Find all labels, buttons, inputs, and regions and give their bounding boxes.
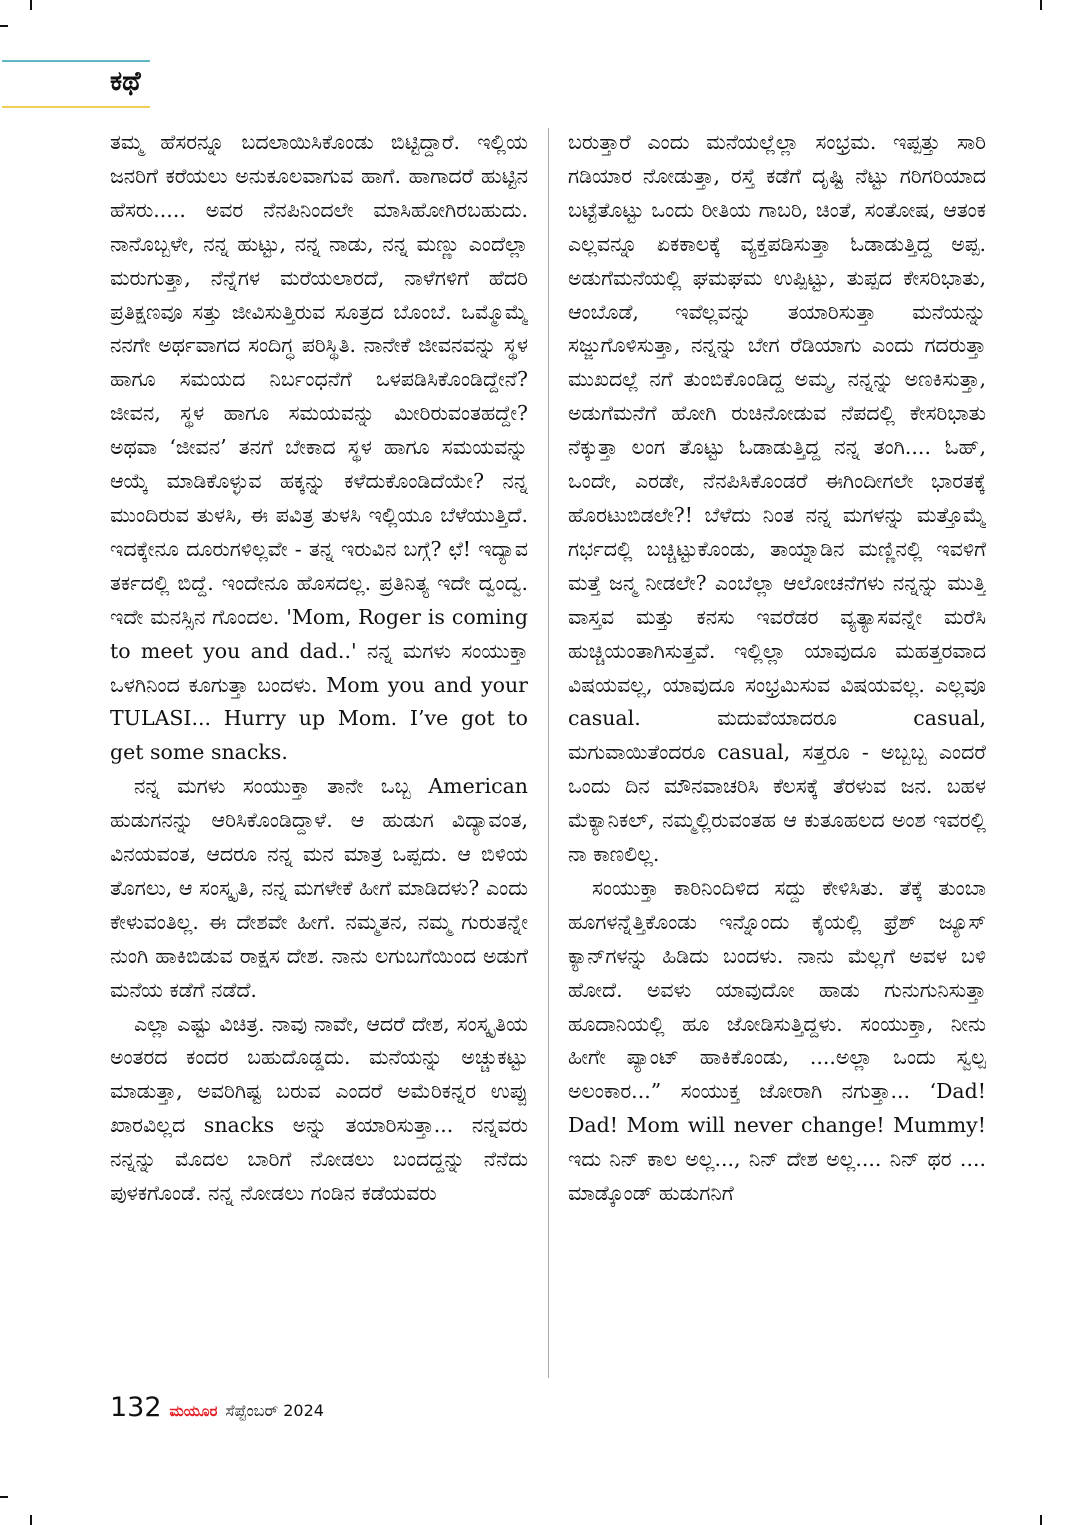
crop-mark-top-left-side bbox=[0, 25, 8, 27]
issue-date: ಸೆಪ್ಟೆಂಬರ್ 2024 bbox=[225, 1401, 324, 1420]
header-rule-bottom bbox=[2, 106, 150, 108]
crop-mark-top-right bbox=[1040, 0, 1042, 10]
magazine-logo: ಮಯೂರ bbox=[169, 1402, 218, 1420]
crop-mark-bottom-left-side bbox=[0, 1496, 8, 1498]
paragraph: ಎಲ್ಲಾ ಎಷ್ಟು ವಿಚಿತ್ರ. ನಾವು ನಾವೇ, ಆದರೆ ದೇಶ, ಸಂಸ್ಕೃತಿಯ ಅಂತರದ ಕಂದರ ಬಹುದೊಡ್ಡದು. ಮನೆಯನ್ನು ಅಚ್ಚುಕಟ್ಟು ಮಾಡುತ್ತಾ, ಅವರಿಗಿಷ್ಟ ಬರುವ ಎಂದರೆ ಅಮೆರಿಕನ್ನರ ಉಪ್ಪು ಖಾರವಿಲ್ಲದ snacks ಅನ್ನು ತಯಾರಿಸುತ್ತಾ... ನನ್ನವರು ನನ್ನನ್ನು ಮೊದಲ ಬಾರಿಗೆ ನೋಡಲು ಬಂದದ್ದನ್ನು ನೆನೆದು ಪುಳಕಗೊಂಡೆ. ನನ್ನ ನೋಡಲು ಗಂಡಿನ ಕಡೆಯವರು bbox=[110, 1011, 528, 1206]
header-rule-top bbox=[2, 60, 150, 62]
right-column bbox=[568, 126, 986, 1386]
crop-mark-top-left bbox=[30, 0, 32, 10]
page-footer bbox=[110, 1392, 324, 1426]
paragraph: ಸಂಯುಕ್ತಾ ಕಾರಿನಿಂದಿಳಿದ ಸದ್ದು ಕೇಳಿಸಿತು. ತೆಕ್ಕೆ ತುಂಬಾ ಹೂಗಳನ್ನೆತ್ತಿಕೊಂಡು ಇನ್ನೊಂದು ಕೈಯಲ್ಲಿ ಫ್ರೆಶ್ ಜ್ಯೂಸ್ ಕ್ಯಾನ್‌ಗಳನ್ನು ಹಿಡಿದು ಬಂದಳು. ನಾನು ಮೆಲ್ಲಗೆ ಅವಳ ಬಳಿ ಹೋದೆ. ಅವಳು ಯಾವುದೋ ಹಾಡು ಗುನುಗುನಿಸುತ್ತಾ ಹೂದಾನಿಯಲ್ಲಿ ಹೂ ಜೋಡಿಸುತ್ತಿದ್ದಳು. ಸಂಯುಕ್ತಾ, ನೀನು ಹೀಗೇ ಪ್ಯಾಂಟ್ ಹಾಕಿಕೊಂಡು, ....ಅಲ್ಲಾ ಒಂದು ಸ್ವಲ್ಪ ಅಲಂಕಾರ...” ಸಂಯುಕ್ತ ಜೋರಾಗಿ ನಗುತ್ತಾ... ‘Dad! Dad! Mom will never change! Mummy!ಇದು ನಿನ್ ಕಾಲ ಅಲ್ಲ..., ನಿನ್ ದೇಶ ಅಲ್ಲ.... ನಿನ್ ಥರ .... ಮಾಡ್ಕೊಂಡ್ ಹುಡುಗನಿಗೆ bbox=[568, 875, 986, 1206]
left-column bbox=[110, 126, 528, 1386]
paragraph: ನನ್ನ ಮಗಳು ಸಂಯುಕ್ತಾ ತಾನೇ ಒಬ್ಬ American ಹುಡುಗನನ್ನು ಆರಿಸಿಕೊಂಡಿದ್ದಾಳೆ. ಆ ಹುಡುಗ ವಿದ್ಯಾವಂತ, ವಿನಯವಂತ, ಆದರೂ ನನ್ನ ಮನ ಮಾತ್ರ ಒಪ್ಪದು. ಆ ಬಿಳಿಯ ತೊಗಲು, ಆ ಸಂಸ್ಕೃತಿ, ನನ್ನ ಮಗಳೇಕೆ ಹೀಗೆ ಮಾಡಿದಳು? ಎಂದು ಕೇಳುವಂತಿಲ್ಲ. ಈ ದೇಶವೇ ಹೀಗೆ. ನಮ್ಮತನ, ನಮ್ಮ ಗುರುತನ್ನೇ ನುಂಗಿ ಹಾಕಿಬಿಡುವ ರಾಕ್ಷಸ ದೇಶ. ನಾನು ಲಗುಬಗೆಯಿಂದ ಅಡುಗೆ ಮನೆಯ ಕಡೆಗೆ ನಡೆದೆ. bbox=[110, 774, 528, 1002]
paragraph: ಬರುತ್ತಾರೆ ಎಂದು ಮನೆಯಲ್ಲೆಲ್ಲಾ ಸಂಭ್ರಮ. ಇಪ್ಪತ್ತು ಸಾರಿ ಗಡಿಯಾರ ನೋಡುತ್ತಾ, ರಸ್ತೆ ಕಡೆಗೆ ದೃಷ್ಟಿ ನೆಟ್ಟು ಗರಿಗರಿಯಾದ ಬಟ್ಟೆತೊಟ್ಟು ಒಂದು ರೀತಿಯ ಗಾಬರಿ, ಚಿಂತೆ, ಸಂತೋಷ, ಆತಂಕ ಎಲ್ಲವನ್ನೂ ಏಕಕಾಲಕ್ಕೆ ವ್ಯಕ್ತಪಡಿಸುತ್ತಾ ಓಡಾಡುತ್ತಿದ್ದ ಅಪ್ಪ. ಅಡುಗೆಮನೆಯಲ್ಲಿ ಘಮಘಮ ಉಪ್ಪಿಟ್ಟು, ತುಪ್ಪದ ಕೇಸರಿಭಾತು, ಆಂಬೊಡೆ, ಇವೆಲ್ಲವನ್ನು ತಯಾರಿಸುತ್ತಾ ಮನೆಯನ್ನು ಸಜ್ಜುಗೊಳಿಸುತ್ತಾ, ನನ್ನನ್ನು ಬೇಗ ರೆಡಿಯಾಗು ಎಂದು ಗದರುತ್ತಾ ಮುಖದಲ್ಲೆ ನಗೆ ತುಂಬಿಕೊಂಡಿದ್ದ ಅಮ್ಮ, ನನ್ನನ್ನು ಅಣಕಿಸುತ್ತಾ, ಅಡುಗೆಮನೆಗೆ ಹೋಗಿ ರುಚಿನೋಡುವ ನೆಪದಲ್ಲಿ ಕೇಸರಿಭಾತು ನೆಕ್ಕುತ್ತಾ ಲಂಗ ತೊಟ್ಟು ಓಡಾಡುತ್ತಿದ್ದ ನನ್ನ ತಂಗಿ.... ಓಹ್, ಒಂದೇ, ಎರಡೇ, ನೆನಪಿಸಿಕೊಂಡರೆ ಈಗಿಂದೀಗಲೇ ಭಾರತಕ್ಕೆ ಹೊರಟುಬಿಡಲೇ?! ಬೆಳೆದು ನಿಂತ ನನ್ನ ಮಗಳನ್ನು ಮತ್ತೊಮ್ಮೆ ಗರ್ಭದಲ್ಲಿ ಬಚ್ಚಿಟ್ಟುಕೊಂಡು, ತಾಯ್ನಾಡಿನ ಮಣ್ಣಿನಲ್ಲಿ ಇವಳಿಗೆ ಮತ್ತೆ ಜನ್ಮ ನೀಡಲೇ? ಎಂಬೆಲ್ಲಾ ಆಲೋಚನೆಗಳು ನನ್ನನ್ನು ಮುತ್ತಿ ವಾಸ್ತವ ಮತ್ತು ಕನಸು ಇವರೆಡರ ವ್ಯತ್ಯಾಸವನ್ನೇ ಮರೆಸಿ ಹುಚ್ಚಿಯಂತಾಗಿಸುತ್ತವೆ. ಇಲ್ಲಿಲ್ಲಾ ಯಾವುದೂ ಮಹತ್ತರವಾದ ವಿಷಯವಲ್ಲ, ಯಾವುದೂ ಸಂಭ್ರಮಿಸುವ ವಿಷಯವಲ್ಲ. ಎಲ್ಲವೂ casual. ಮದುವೆಯಾದರೂ casual, ಮಗುವಾಯಿತೆಂದರೂ casual, ಸತ್ತರೂ - ಅಬ್ಬಬ್ಬ ಎಂದರೆ ಒಂದು ದಿನ ಮೌನವಾಚರಿಸಿ ಕೆಲಸಕ್ಕೆ ತೆರಳುವ ಜನ. ಬಹಳ ಮೆಕ್ಯಾನಿಕಲ್, ನಮ್ಮಲ್ಲಿರುವಂತಹ ಆ ಕುತೂಹಲದ ಅಂಶ ಇವರಲ್ಲಿ ನಾ ಕಾಣಲಿಲ್ಲ. bbox=[568, 130, 986, 867]
section-label: ಕಥೆ bbox=[110, 66, 141, 97]
crop-mark-bottom-left bbox=[30, 1515, 32, 1525]
paragraph: ತಮ್ಮ ಹೆಸರನ್ನೂ ಬದಲಾಯಿಸಿಕೊಂಡು ಬಿಟ್ಟಿದ್ದಾರೆ. ಇಲ್ಲಿಯ ಜನರಿಗೆ ಕರೆಯಲು ಅನುಕೂಲವಾಗುವ ಹಾಗೆ. ಹಾಗಾದರೆ ಹುಟ್ಟಿನ ಹೆಸರು..... ಅವರ ನೆನಪಿನಿಂದಲೇ ಮಾಸಿಹೋಗಿರಬಹುದು. ನಾನೊಬ್ಬಳೇ, ನನ್ನ ಹುಟ್ಟು, ನನ್ನ ನಾಡು, ನನ್ನ ಮಣ್ಣು ಎಂದೆಲ್ಲಾ ಮರುಗುತ್ತಾ, ನೆನ್ನೆಗಳ ಮರೆಯಲಾರದೆ, ನಾಳೆಗಳಿಗೆ ಹೆದರಿ ಪ್ರತಿಕ್ಷಣವೂ ಸತ್ತು ಜೀವಿಸುತ್ತಿರುವ ಸೂತ್ರದ ಬೊಂಬೆ. ಒಮ್ಮೊಮ್ಮೆ ನನಗೇ ಅರ್ಥವಾಗದ ಸಂದಿಗ್ಧ ಪರಿಸ್ಥಿತಿ. ನಾನೇಕೆ ಜೀವನವನ್ನು ಸ್ಥಳ ಹಾಗೂ ಸಮಯದ ನಿರ್ಬಂಧನೆಗೆ ಒಳಪಡಿಸಿಕೊಂಡಿದ್ದೇನೆ? ಜೀವನ, ಸ್ಥಳ ಹಾಗೂ ಸಮಯವನ್ನು ಮೀರಿರುವಂತಹದ್ದೇ? ಅಥವಾ ‘ಜೀವನ’ ತನಗೆ ಬೇಕಾದ ಸ್ಥಳ ಹಾಗೂ ಸಮಯವನ್ನು ಆಯ್ಕೆ ಮಾಡಿಕೊಳ್ಳುವ ಹಕ್ಕನ್ನು ಕಳೆದುಕೊಂಡಿದೆಯೇ? ನನ್ನ ಮುಂದಿರುವ ತುಳಸಿ, ಈ ಪವಿತ್ರ ತುಳಸಿ ಇಲ್ಲಿಯೂ ಬೆಳೆಯುತ್ತಿದೆ. ಇದಕ್ಕೇನೂ ದೂರುಗಳಿಲ್ಲವೇ - ತನ್ನ ಇರುವಿನ ಬಗ್ಗೆ? ಛೆ! ಇದ್ಯಾವ ತರ್ಕದಲ್ಲಿ ಬಿದ್ದೆ. ಇಂದೇನೂ ಹೊಸದಲ್ಲ. ಪ್ರತಿನಿತ್ಯ ಇದೇ ದ್ವಂದ್ವ. ಇದೇ ಮನಸ್ಸಿನ ಗೊಂದಲ. 'Mom, Roger is coming to meet you and dad..' ನನ್ನ ಮಗಳು ಸಂಯುಕ್ತಾ ಒಳಗಿನಿಂದ ಕೂಗುತ್ತಾ ಬಂದಳು. Mom you and your TULASI... Hurry up Mom. I’ve got to get some snacks. bbox=[110, 130, 528, 765]
crop-mark-bottom-right bbox=[1040, 1515, 1042, 1525]
page-number: 132 bbox=[110, 1392, 162, 1423]
column-divider bbox=[548, 128, 549, 1378]
